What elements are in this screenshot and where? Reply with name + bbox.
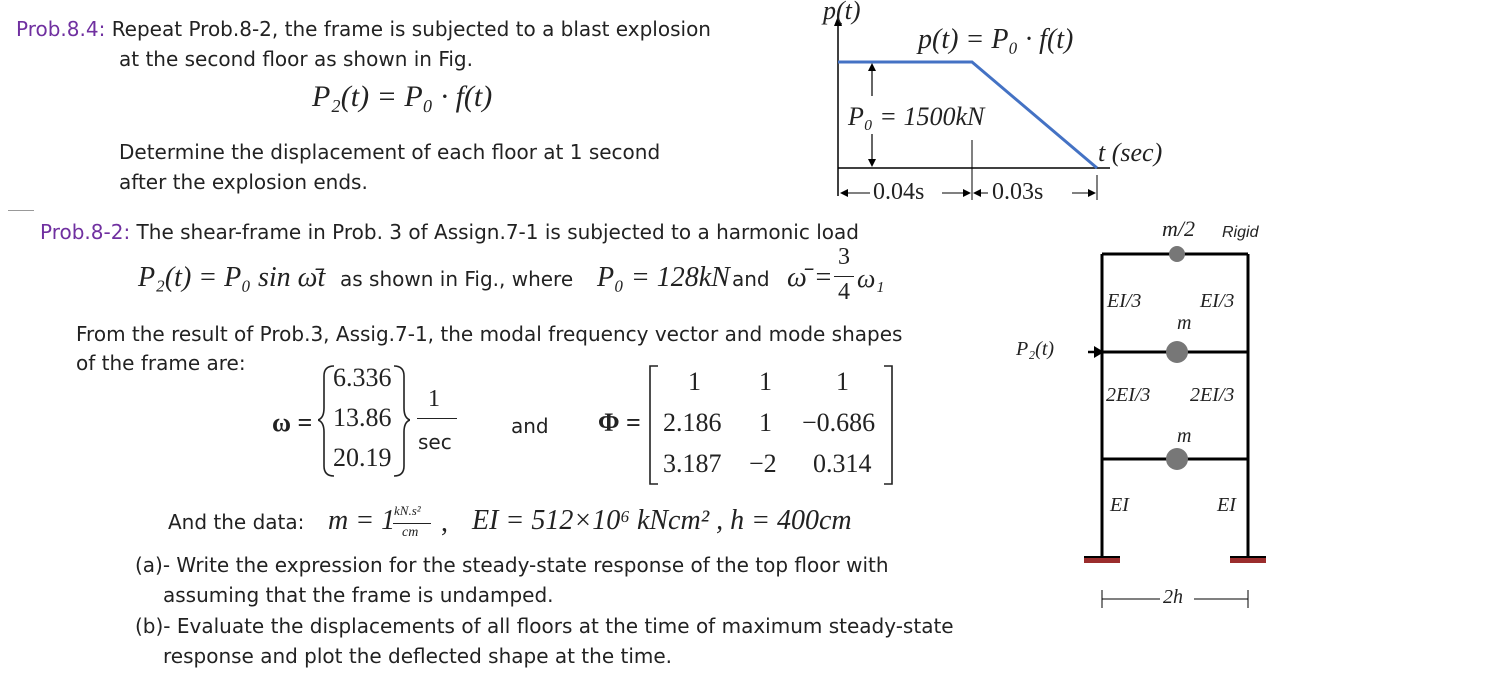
mass-unit-den: cm xyxy=(402,525,419,540)
phi-r2c3: −0.686 xyxy=(802,408,876,437)
prob84-line4: after the explosion ends. xyxy=(119,170,368,194)
frame-col3-left: EI/3 xyxy=(1107,290,1142,312)
prob82-and1: and xyxy=(732,267,770,291)
frame-col1-right: EI xyxy=(1217,494,1236,516)
prob82-p0: P₀ = 128kN xyxy=(597,262,730,293)
omega-label: ω = xyxy=(272,408,313,437)
frame-col2-right: 2EI/3 xyxy=(1190,384,1235,406)
omega-value-2: 13.86 xyxy=(333,403,392,432)
mass-unit-bar xyxy=(393,523,431,524)
prob84-line2: at the second floor as shown in Fig. xyxy=(119,47,473,71)
frame-mass1: m xyxy=(1177,425,1192,447)
omega-unit-num: 1 xyxy=(428,386,440,412)
ei-equation: EI = 512×10⁶ kNcm² , h = 400cm xyxy=(472,505,852,536)
omega-value-3: 20.19 xyxy=(333,443,392,472)
phi-r3c2: −2 xyxy=(749,449,777,478)
mass-equation: m = 1 xyxy=(328,505,396,536)
phi-label: Φ = xyxy=(598,408,641,437)
load-p0: P₀ = 1500kN xyxy=(848,102,985,131)
prob82-omega1: ω₁ xyxy=(857,264,885,293)
prob82-text1: The shear-frame in Prob. 3 of Assign.7-1 is subjected to a harmonic load xyxy=(136,220,859,244)
prob84-text1: Repeat Prob.8-2, the frame is subjected to a blast explosion xyxy=(111,17,711,41)
load-seg1: 0.04s xyxy=(873,179,925,205)
prob82-load-equation: P₂(t) = P₀ sin ω̄t xyxy=(138,262,326,293)
omega-unit-den: sec xyxy=(418,430,452,454)
prob82-frac-den: 4 xyxy=(838,279,850,305)
separator-line xyxy=(8,210,34,211)
prob82-line3: of the frame are: xyxy=(76,351,246,375)
phi-r3c3: 0.314 xyxy=(813,449,872,478)
frame-col2-left: 2EI/3 xyxy=(1106,384,1151,406)
omega-value-1: 6.336 xyxy=(333,363,392,392)
mass-unit-num: kN.s² xyxy=(394,503,421,518)
frame-width-label: 2h xyxy=(1163,586,1183,608)
prob82-label: Prob.8-2: xyxy=(40,220,131,244)
part-b-line2: response and plot the deflected shape at the time. xyxy=(163,644,673,668)
frame-rigid: Rigid xyxy=(1222,224,1259,241)
data-comma: , xyxy=(441,507,448,538)
prob82-line2: From the result of Prob.3, Assig.7-1, the modal frequency vector and mode shapes xyxy=(76,322,903,346)
part-a-line2: assuming that the frame is undamped. xyxy=(163,583,554,607)
frame-col1-left: EI xyxy=(1110,494,1129,516)
load-xlabel: t (sec) xyxy=(1098,138,1163,167)
phi-r1c3: 1 xyxy=(836,367,849,396)
prob82-omega-lhs: ω̄ = xyxy=(787,262,833,293)
prob84-label: Prob.8.4: xyxy=(16,17,106,41)
load-ylabel: p(t) xyxy=(823,0,861,25)
frame-load-label: P₂(t) xyxy=(1016,338,1055,360)
frame-top-mass: m/2 xyxy=(1162,216,1195,241)
phi-r2c1: 2.186 xyxy=(663,408,722,437)
prob82-frac-num: 3 xyxy=(838,244,850,270)
part-b-line1: (b)- Evaluate the displacements of all floors at the time of maximum steady-state xyxy=(135,614,954,638)
phi-r2c2: 1 xyxy=(759,408,772,437)
omega-unit-bar xyxy=(417,418,457,419)
part-a-line1: (a)- Write the expression for the steady-state response of the top floor with xyxy=(135,553,889,577)
load-equation: p(t) = P₀ · f(t) xyxy=(918,24,1074,55)
prob84-equation: P₂(t) = P₀ · f(t) xyxy=(312,80,493,113)
frame-col3-right: EI/3 xyxy=(1200,290,1235,312)
prob84-line1 xyxy=(16,17,711,41)
phi-r3c1: 3.187 xyxy=(663,449,722,478)
data-label: And the data: xyxy=(168,510,305,534)
load-seg2: 0.03s xyxy=(992,179,1044,205)
shear-frame-figure xyxy=(1060,240,1290,620)
phi-r1c1: 1 xyxy=(688,367,701,396)
prob84-line3: Determine the displacement of each floor at 1 second xyxy=(119,140,661,164)
prob82-as-shown: as shown in Fig., where xyxy=(340,267,574,291)
phi-r1c2: 1 xyxy=(759,367,772,396)
frame-mass2: m xyxy=(1177,312,1192,334)
prob82-and2: and xyxy=(511,414,549,438)
prob82-line1 xyxy=(40,220,859,244)
prob82-frac-bar xyxy=(834,276,854,277)
